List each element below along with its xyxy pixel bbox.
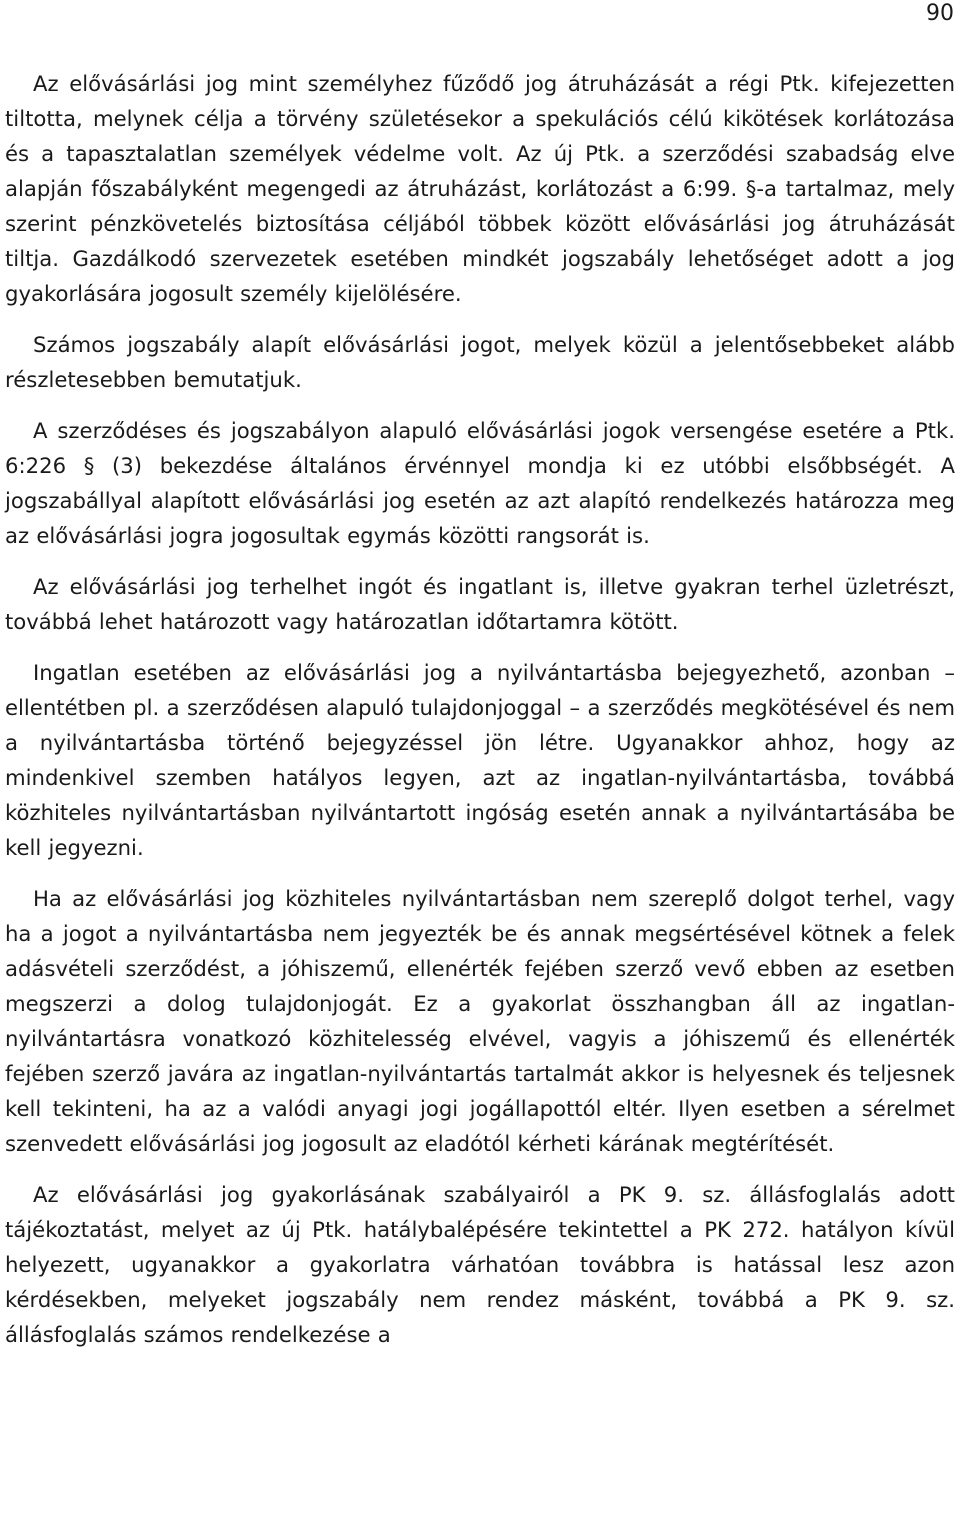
paragraph: Ingatlan esetében az elővásárlási jog a nyilvántartásba bejegyezhető, azonban – ellentétben pl. a szerződésen alapuló tulajdonjoggal – a szerződés megkötésével és nem a nyilvántartásba történő bejegyzéssel jön létre. Ugyanakkor ahhoz, hogy az mindenkivel szemben hatályos legyen, azt az ingatlan-nyilvántartásba, továbbá közhiteles nyilvántartásban nyilvántartott ingóság esetén annak a nyilvántartásába be kell jegyezni. — [5, 660, 955, 860]
paragraph: A szerződéses és jogszabályon alapuló elővásárlási jogok versengése esetére a Ptk. 6:226 § (3) bekezdése általános érvénnyel mondja ki ez utóbbi elsőbbségét. A jogszabállyal alapított elővásárlási jog esetén az azt alapító rendelkezés határozza meg az elővásárlási jogra jogosultak egymás közötti rangsorát is. — [5, 418, 955, 548]
paragraph: Az elővásárlási jog gyakorlásának szabályairól a PK 9. sz. állásfoglalás adott tájékoztatást, melyet az új Ptk. hatálybalépésére tekintettel a PK 272. hatályon kívül helyezett, ugyanakkor a gyakorlatra várhatóan továbbra is hatással lesz azon kérdésekben, melyeket jogszabály nem rendez másként, továbbá a PK 9. sz. állásfoglalás számos rendelkezése a — [5, 1182, 955, 1347]
paragraph: Az elővásárlási jog terhelhet ingót és ingatlant is, illetve gyakran terhel üzletrészt, továbbá lehet határozott vagy határozatlan időtartamra kötött. — [5, 574, 955, 634]
paragraph: Számos jogszabály alapít elővásárlási jogot, melyek közül a jelentősebbeket alább részletesebben bemutatjuk. — [5, 332, 955, 392]
page-number: 90 — [926, 1, 954, 26]
paragraph: Ha az elővásárlási jog közhiteles nyilvántartásban nem szereplő dolgot terhel, vagy ha a jogot a nyilvántartásba nem jegyezték be és annak megsértésével kötnek a felek adásvételi szerződést, a jóhiszemű, ellenérték fejében szerző vevő ebben az esetben megszerzi a dolog tulajdonjogát. Ez a gyakorlat összhangban áll az ingatlan-nyilvántartásra vonatkozó közhitelesség elvével, vagyis a jóhiszemű és ellenérték fejében szerző javára az ingatlan-nyilvántartás tartalmát akkor is helyesnek és teljesnek kell tekinteni, ha az a valódi anyagi jogi jogállapottól eltér. Ilyen esetben a sérelmet szenvedett elővásárlási jog jogosult az eladótól kérheti kárának megtérítését. — [5, 886, 955, 1156]
paragraph: Az elővásárlási jog mint személyhez fűződő jog átruházását a régi Ptk. kifejezetten tiltotta, melynek célja a törvény születésekor a spekulációs célú kikötések korlátozása és a tapasztalatlan személyek védelme volt. Az új Ptk. a szerződési szabadság elve alapján főszabályként megengedi az átruházást, korlátozást a 6:99. §-a tartalmaz, mely szerint pénzkövetelés biztosítása céljából többek között elővásárlási jog átruházását tiltja. Gazdálkodó szervezetek esetében mindkét jogszabály lehetőséget adott a jog gyakorlására jogosult személy kijelölésére. — [5, 71, 955, 306]
document-body — [5, 66, 955, 1368]
